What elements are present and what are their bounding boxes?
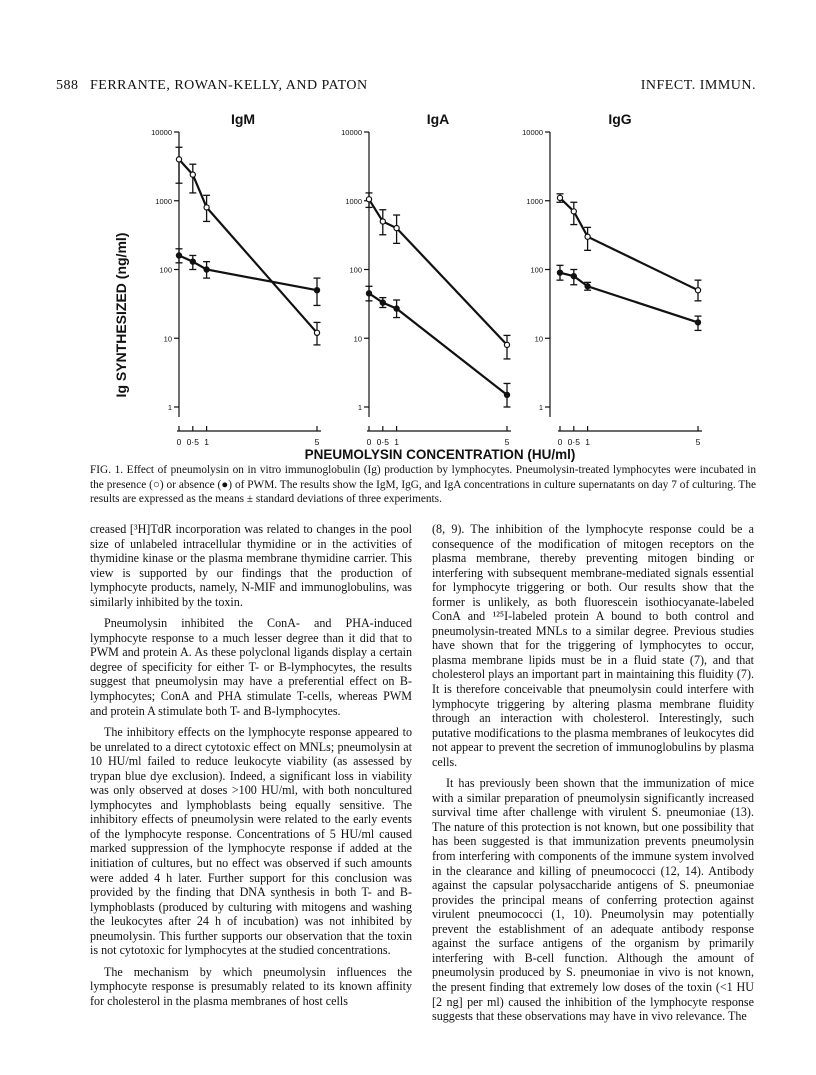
data-point (176, 253, 181, 258)
series-line (560, 198, 698, 290)
y-tick-label: 10000 (522, 128, 543, 137)
x-tick-label: 1 (585, 437, 590, 447)
page-number: 588 (56, 78, 79, 93)
caption-text: Effect of pneumolysin on in vitro immunoglobulin (Ig) production by lymphocytes. Pneumolysin-treated lymphocytes were incubated in the presence (○) or absence (●) of PWM. The results show the IgM, IgG, and IgA concentrations in culture supernatants on day 7 of culturing. The results are expressed as the means ± standard deviations of three experiments. (90, 464, 756, 505)
x-tick-label: 0·5 (186, 437, 199, 447)
paragraph: creased [³H]TdR incorporation was related to changes in the pool size of unlabeled intracellular thymidine or in the activities of thymidine kinase or the plasma membrane thymidine carrier. This view is supported by our findings that the production of lymphocyte products, namely, N-MIF and immunoglobulins, was similarly inhibited by the toxin. (90, 522, 412, 609)
running-header (56, 78, 756, 98)
data-point (204, 267, 209, 272)
figure-1 (0, 100, 816, 470)
running-authors: FERRANTE, ROWAN-KELLY, AND PATON (90, 78, 368, 93)
body-column-left (90, 522, 412, 1016)
data-point (695, 320, 700, 325)
figure-caption (90, 463, 756, 507)
paragraph: The mechanism by which pneumolysin influences the lymphocyte response is presumably related to its known affinity for cholesterol in the plasma membranes of host cells (90, 964, 412, 1008)
y-tick-label: 10000 (341, 128, 362, 137)
y-tick-label: 100 (159, 265, 172, 275)
data-point (394, 306, 399, 311)
data-point (504, 392, 509, 397)
data-point (314, 288, 319, 293)
data-point (557, 195, 562, 200)
x-tick-label: 1 (204, 437, 209, 447)
y-tick-label: 10 (163, 334, 172, 344)
y-axis-label: Ig SYNTHESIZED (ng/ml) (113, 232, 129, 398)
panel-title: IgG (608, 111, 632, 127)
data-point (366, 291, 371, 296)
y-tick-label: 1000 (345, 196, 362, 206)
x-tick-label: 1 (394, 437, 399, 447)
data-point (314, 330, 319, 335)
x-tick-label: 0·5 (567, 437, 580, 447)
caption-label: FIG. 1. (90, 464, 124, 476)
paragraph: It has previously been shown that the immunization of mice with a similar preparation of pneumolysin significantly increased survival time after challenge with virulent S. pneumoniae (13). The nature of this protection is not known, but one possibility that has been suggested is that immunization prevents pneumolysin from interfering with components of the immune system involved in the clearance and killing of pneumococci (12, 14). Antibody against the capsular polysaccharide antigens of S. pneumoniae provides the principal means of conferring protection against virulent pneumococci (1, 10). Pneumolysin may potentially prevent the establishment of an adequate antibody response against the surface antigens of the organism by primarily interfering with B-cell function. Although the amount of pneumolysin produced by S. pneumoniae in vivo is not known, the present finding that extremely low doses of the toxin (<1 HU [2 ng] per ml) caused the inhibition of the lymphocyte response suggests that these observations may have in vivo relevance. The (432, 776, 754, 1024)
plot-panel-iga (341, 111, 511, 447)
series-line (369, 199, 507, 345)
y-tick-label: 1 (538, 403, 543, 412)
plot-panel-igm (151, 111, 321, 447)
data-point (504, 342, 509, 347)
x-tick-label: 0 (366, 437, 372, 447)
x-tick-label: 5 (314, 437, 320, 447)
y-tick-label: 1 (167, 403, 172, 412)
data-point (695, 288, 700, 293)
paragraph: The inhibitory effects on the lymphocyte response appeared to be unrelated to a direct cytotoxic effect on MNLs; pneumolysin at 10 HU/ml failed to reduce leukocyte viability (as assessed by trypan blue dye exclusion). Indeed, a significant loss in viability was only observed at doses >100 HU/ml, with both noncultured lymphocytes and lymphoblasts being equally sensitive. The inhibitory effects of pneumolysin were related to the early events of the lymphocyte response. Concentrations of 5 HU/ml caused marked suppression of the lymphocyte response if added at the initiation of cultures, but no effect was observed if such amounts were added 4 h later. Further support for this conclusion was provided by the finding that DNA synthesis in both T- and B-lymphoblasts (produced by culturing with mitogens and washing the leukocytes after 24 h of incubation) was not inhibited by pneumolysin. This further supports our observation that the toxin is not cytotoxic for lymphocytes at the studied concentrations. (90, 725, 412, 958)
x-tick-label: 0 (176, 437, 182, 447)
data-point (585, 284, 590, 289)
data-point (585, 234, 590, 239)
data-point (204, 205, 209, 210)
data-point (571, 209, 576, 214)
panel-title: IgM (230, 111, 256, 127)
data-point (176, 157, 181, 162)
data-point (366, 197, 371, 202)
x-tick-label: 0·5 (376, 437, 389, 447)
x-tick-label: 5 (504, 437, 510, 447)
data-point (380, 300, 385, 305)
data-point (190, 259, 195, 264)
data-point (380, 219, 385, 224)
series-line (179, 255, 317, 290)
y-tick-label: 100 (530, 265, 543, 275)
data-point (190, 172, 195, 177)
series-line (369, 293, 507, 395)
x-axis-label: PNEUMOLYSIN CONCENTRATION (HU/ml) (304, 447, 576, 462)
panel-title: IgA (426, 111, 450, 127)
journal-name: INFECT. IMMUN. (640, 78, 756, 93)
y-tick-label: 1000 (155, 196, 172, 206)
y-tick-label: 1000 (526, 196, 543, 206)
paragraph: Pneumolysin inhibited the ConA- and PHA-induced lymphocyte response to a much lesser degree than it did that to PWM and protein A. As these polyclonal ligands display a certain degree of specificity for either T- or B-lymphocytes, the results suggest that pneumolysin may have a preferential effect on B-lymphocytes; ConA and PHA stimulate T-cells, whereas PWM and protein A stimulate both T- and B-lymphocytes. (90, 616, 412, 718)
data-point (557, 270, 562, 275)
x-tick-label: 0 (557, 437, 563, 447)
y-tick-label: 10 (353, 334, 362, 344)
x-tick-label: 5 (695, 437, 701, 447)
y-tick-label: 100 (349, 265, 362, 275)
plot-panel-igg (522, 111, 702, 447)
paragraph: (8, 9). The inhibition of the lymphocyte response could be a consequence of the modification of mitogen receptors on the plasma membrane, thereby preventing mitogen binding or interfering with subsequent membrane-mediated signals essential for lymphocyte triggering or both. Our results show that the former is unlikely, as both fluorescein isothiocyanate-labeled ConA and ¹²⁵I-labeled protein A bound to both control and pneumolysin-treated MNLs to a similar degree. Previous studies have shown that for the triggering of lymphocytes to occur, plasma membrane lipids must be in a fluid state (7), and that cholesterol plays an important part in maintaining this fluidity (7). It is therefore conceivable that pneumolysin could interfere with lymphocyte triggering by altering plasma membrane fluidity through an interaction with cholesterol. Interestingly, such putative modifications to the plasma membranes of leukocytes did not appear to prevent the secretion of immunoglobulins by plasma cells. (432, 522, 754, 769)
series-line (179, 159, 317, 332)
data-point (571, 274, 576, 279)
y-tick-label: 10000 (151, 128, 172, 137)
y-tick-label: 1 (357, 403, 362, 412)
data-point (394, 226, 399, 231)
body-column-right (432, 522, 754, 1031)
plot-panels (151, 111, 702, 447)
y-tick-label: 10 (534, 334, 543, 344)
